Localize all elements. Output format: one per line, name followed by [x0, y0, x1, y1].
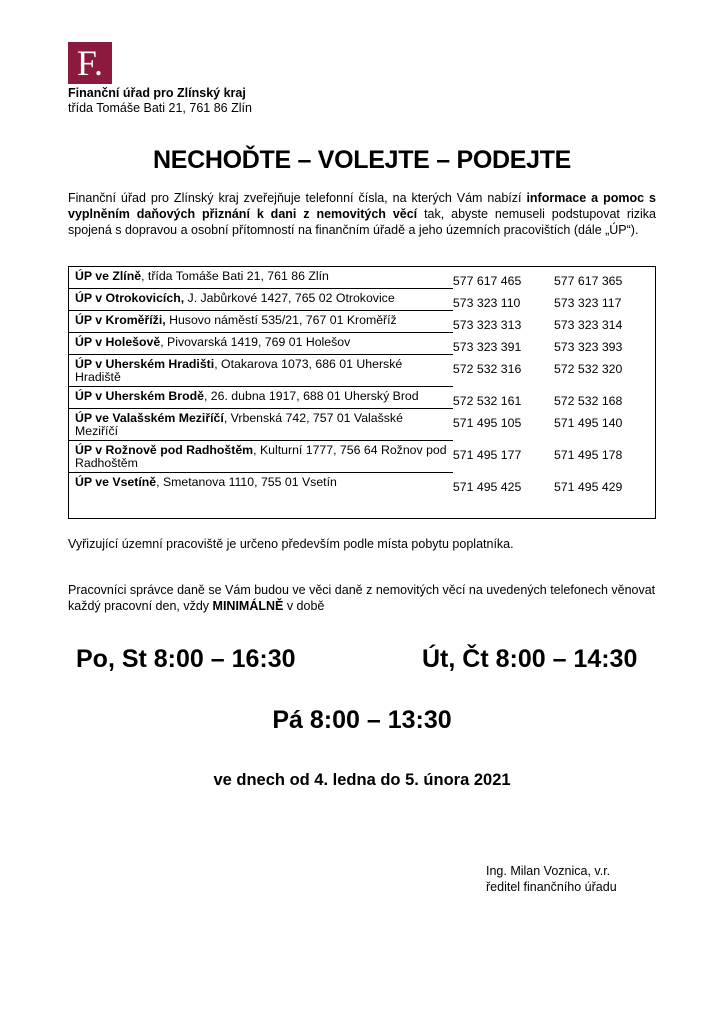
availability-note [68, 582, 656, 614]
office-address: Husovo náměstí 535/21, 767 01 Kroměříž [165, 312, 397, 327]
office-phone-1: 571 495 105 [452, 416, 522, 430]
office-row [69, 267, 656, 289]
tax-office-logo: F. [68, 42, 112, 84]
office-address-cell [69, 310, 453, 332]
office-row [69, 310, 656, 332]
office-phone-2: 572 532 168 [553, 394, 623, 408]
office-phone-2: 571 495 429 [553, 480, 623, 494]
office-address: J. Jabůrkové 1427, 765 02 Otrokovice [184, 290, 395, 305]
availability-text-bold: MINIMÁLNĚ [212, 599, 284, 613]
office-row [69, 386, 656, 408]
office-address: , Pivovarská 1419, 769 01 Holešov [160, 334, 351, 349]
availability-text-start: Pracovníci správce daně se Vám budou ve věci daně z nemovitých věcí na uvedených telefonech věnovat každý pracovní den, vždy [68, 583, 656, 613]
office-address-cell [69, 354, 453, 386]
office-phone-1: 573 323 391 [452, 340, 522, 354]
intro-paragraph [68, 190, 656, 238]
office-phone-1: 573 323 110 [452, 296, 521, 310]
signatory-role: ředitel finančního úřadu [486, 880, 617, 894]
hours-fri: Pá 8:00 – 13:30 [272, 706, 452, 734]
organization-name: Finanční úřad pro Zlínský kraj [68, 86, 246, 100]
intro-text-bold: informace a pomoc s vyplněním daňových přiznání k dani z nemovitých věcí [68, 191, 656, 221]
office-address: , Smetanova 1110, 755 01 Vsetín [156, 474, 337, 489]
date-range: ve dnech od 4. ledna do 5. února 2021 [213, 771, 511, 789]
intro-text-end: tak, abyste nemuseli podstupovat rizika spojená s dopravou a osobní přítomností na finančním úřadě a jeho územních pracovištích (dále „ÚP“). [68, 207, 656, 237]
office-name: ÚP v Uherském Brodě [75, 388, 204, 403]
intro-text-start: Finanční úřad pro Zlínský kraj zveřejňuje telefonní čísla, na kterých Vám nabízí [68, 191, 527, 205]
office-address: , třída Tomáše Bati 21, 761 86 Zlín [141, 269, 329, 283]
office-name: ÚP ve Vsetíně [75, 474, 157, 489]
office-address: , Kulturní 1777, 756 64 Rožnov pod Radhoštěm [75, 442, 447, 470]
office-row [69, 354, 656, 386]
office-phone-1: 572 532 316 [452, 362, 522, 376]
office-phone-1: 577 617 465 [452, 274, 522, 288]
signatory-name: Ing. Milan Voznica, v.r. [486, 864, 611, 878]
office-name: ÚP v Uherském Hradišti [75, 356, 215, 371]
office-phone-2: 572 532 320 [553, 362, 623, 376]
office-phone-2: 573 323 117 [553, 296, 622, 310]
office-address-cell [69, 267, 453, 289]
office-address: , Otakarova 1073, 686 01 Uherské Hradiště [75, 356, 403, 384]
office-phone-2: 573 323 393 [553, 340, 623, 354]
office-address-cell [69, 408, 453, 440]
office-phone-1: 573 323 313 [452, 318, 522, 332]
office-address-cell [69, 472, 453, 494]
office-phone-1: 571 495 425 [452, 480, 522, 494]
office-row [69, 440, 656, 472]
availability-text-end: v době [283, 599, 325, 613]
office-row [69, 472, 656, 494]
office-phone-1: 572 532 161 [452, 394, 522, 408]
table-spacer-cell [69, 494, 656, 519]
jurisdiction-note: Vyřizující územní pracoviště je určeno především podle místa pobytu poplatníka. [68, 537, 514, 551]
office-address-cell [69, 288, 453, 310]
hours-mon-wed: Po, St 8:00 – 16:30 [76, 645, 296, 673]
office-name: ÚP v Kroměříži, [75, 312, 166, 327]
office-address: , 26. dubna 1917, 688 01 Uherský Brod [203, 388, 419, 403]
office-address-cell [69, 440, 453, 472]
office-phone-2: 571 495 178 [553, 448, 623, 462]
office-name: ÚP ve Zlíně [75, 269, 142, 283]
office-name: ÚP v Otrokovicích, [75, 290, 185, 305]
office-name: ÚP ve Valašském Meziříčí [75, 410, 224, 425]
office-row [69, 288, 656, 310]
table-spacer-row [69, 494, 656, 519]
page-title: NECHOĎTE – VOLEJTE – PODEJTE [152, 146, 572, 174]
office-address: , Vrbenská 742, 757 01 Valašské Meziříčí [75, 410, 403, 438]
office-name: ÚP v Rožnově pod Radhoštěm [75, 442, 254, 457]
office-row [69, 408, 656, 440]
office-row [69, 332, 656, 354]
office-phone-2: 577 617 365 [553, 274, 623, 288]
office-phone-2: 573 323 314 [553, 318, 623, 332]
organization-address: třída Tomáše Bati 21, 761 86 Zlín [68, 101, 252, 115]
office-address-cell [69, 386, 453, 408]
offices-table [68, 266, 656, 519]
office-phone-1: 571 495 177 [452, 448, 522, 462]
office-name: ÚP v Holešově [75, 334, 161, 349]
office-address-cell [69, 332, 453, 354]
office-phone-2: 571 495 140 [553, 416, 623, 430]
hours-tue-thu: Út, Čt 8:00 – 14:30 [422, 645, 638, 673]
